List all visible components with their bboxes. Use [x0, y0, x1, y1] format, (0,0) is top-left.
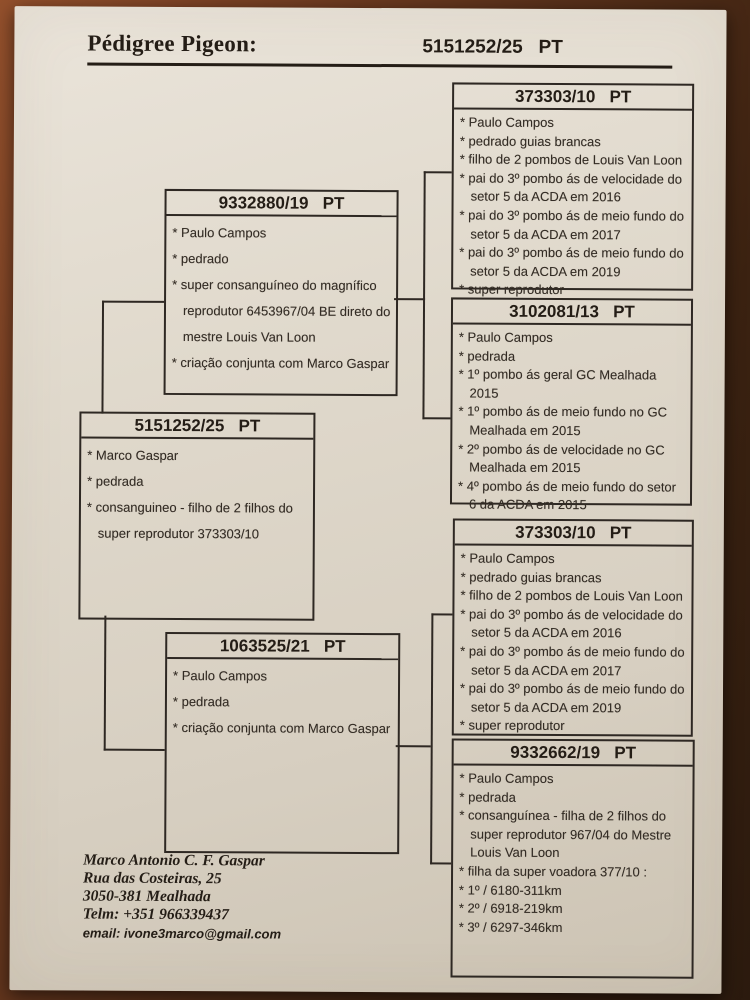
box-line: * filho de 2 pombos de Louis Van Loon — [460, 587, 683, 604]
box-line: * filha da super voadora 377/10 : — [459, 863, 648, 880]
box-maternal-grandsire — [452, 518, 694, 736]
contact-block — [83, 852, 282, 944]
box-line: * pai do 3º pombo ás de velocidade do setor 5 da ACDA em 2016 — [459, 170, 683, 205]
connector-line — [431, 613, 452, 615]
box-line: * pedrado guias brancas — [459, 133, 601, 149]
connector-line — [104, 616, 107, 751]
box-line: * filho de 2 pombos de Louis Van Loon — [459, 151, 683, 168]
box-line: * Paulo Campos — [173, 667, 268, 684]
page-title: Pédigree Pigeon: — [87, 30, 258, 57]
box-line: * pedrada — [458, 348, 516, 364]
connector-line — [102, 301, 164, 303]
box-line: * pedrado — [172, 250, 229, 267]
box-line: * 1º pombo ás geral GC Mealhada 2015 — [458, 366, 657, 401]
box-line: * criação conjunta com Marco Gaspar — [171, 354, 390, 372]
box-line: * 2º pombo ás de velocidade no GC Mealhada em 2015 — [458, 441, 665, 476]
box-sire — [164, 189, 399, 396]
box-subject — [78, 411, 315, 620]
contact-city: 3050-381 Mealhada — [82, 887, 211, 906]
connector-line — [424, 171, 452, 173]
box-line: * consanguínea - filha de 2 filhos do super reprodutor 967/04 do Mestre Louis Van Loon — [459, 807, 672, 861]
box-line: * super consanguíneo do magnífico reprodutor 6453967/04 BE direto do mestre Louis Van Loon — [172, 276, 391, 345]
contact-phone: Telm: +351 966339437 — [82, 905, 229, 924]
box-line: * pai do 3º pombo ás de velocidade do setor 5 da ACDA em 2016 — [460, 606, 683, 641]
box-paternal-grandsire — [451, 82, 694, 298]
connector-line — [104, 749, 165, 751]
box-line: * pedrada — [459, 789, 516, 805]
box-line: * 1º pombo ás de meio fundo no GC Mealhada em 2015 — [458, 403, 668, 439]
contact-street: Rua das Costeiras, 25 — [82, 869, 222, 888]
box-line: * pai do 3º pombo ás de meio fundo do setor 5 da ACDA em 2017 — [459, 207, 684, 242]
box-line: * Paulo Campos — [460, 550, 555, 566]
box-line: * 4º pombo ás de meio fundo do setor 6 da ACDA em 2015 — [458, 478, 677, 513]
box-line: * 1º / 6180-311km — [458, 882, 562, 898]
box-title: 5151252/25 PT — [81, 413, 313, 439]
connector-line — [430, 862, 451, 864]
box-line: * pai do 3º pombo ás de meio fundo do setor 5 da ACDA em 2019 — [459, 680, 685, 716]
contact-email: email: ivone3marco@gmail.com — [82, 925, 282, 942]
box-title: 9332880/19 PT — [166, 191, 396, 217]
box-line: * pedrada — [172, 693, 230, 710]
box-line: * Paulo Campos — [459, 770, 554, 786]
box-line: * super reprodutor — [459, 717, 565, 734]
connector-line — [422, 171, 425, 419]
box-line: * 2º / 6918-219km — [458, 900, 563, 917]
header-ring-number: 5151252/25 PT — [422, 36, 563, 59]
connector-line — [101, 301, 104, 414]
box-line: * Marco Gaspar — [87, 447, 179, 464]
connector-line — [394, 298, 425, 300]
box-title: 3102081/13 PT — [453, 299, 691, 325]
box-line: * super reprodutor — [459, 281, 564, 298]
box-line: * Paulo Campos — [459, 114, 554, 130]
box-title: 373303/10 PT — [455, 520, 692, 546]
box-title: 9332662/19 PT — [454, 740, 693, 766]
box-line: * 3º / 6297-346km — [458, 919, 563, 935]
box-line: * Paulo Campos — [172, 224, 267, 241]
box-line: * criação conjunta com Marco Gaspar — [172, 719, 391, 737]
connector-line — [430, 613, 433, 864]
box-paternal-granddam — [450, 297, 693, 513]
contact-name: Marco Antonio C. F. Gaspar — [83, 851, 265, 870]
connector-line — [422, 417, 450, 419]
box-line: * pai do 3º pombo ás de meio fundo do setor 5 da ACDA em 2017 — [460, 643, 685, 678]
box-line: * Paulo Campos — [458, 329, 553, 345]
box-line: * consanguineo - filho de 2 filhos do super reprodutor 373303/10 — [86, 499, 293, 542]
box-maternal-granddam — [451, 738, 695, 978]
box-title: 373303/10 PT — [454, 84, 692, 110]
header-rule — [87, 63, 672, 69]
box-dam — [164, 632, 400, 854]
box-title: 1063525/21 PT — [167, 634, 398, 660]
box-line: * pedrado guias brancas — [460, 569, 602, 585]
pedigree-sheet — [9, 6, 726, 994]
box-line: * pedrada — [87, 473, 144, 489]
box-line: * pai do 3º pombo ás de meio fundo do setor 5 da ACDA em 2019 — [459, 244, 684, 280]
connector-line — [396, 745, 431, 747]
